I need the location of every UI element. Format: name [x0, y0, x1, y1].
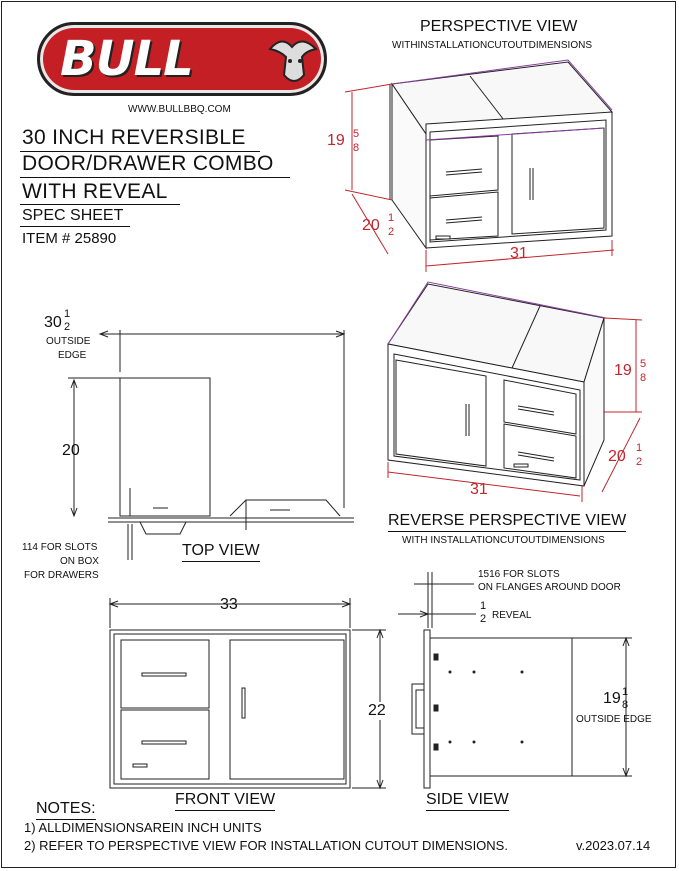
- perspective-width: 31: [510, 245, 528, 262]
- side-height-note: OUTSIDE EDGE: [576, 714, 652, 725]
- perspective-height-den: 8: [353, 142, 360, 154]
- side-height-whole: 19: [603, 690, 621, 707]
- spec-sheet-label: SPEC SHEET: [22, 207, 124, 224]
- perspective-view-sublabel: WITHINSTALLATIONCUTOUTDIMENSIONS: [392, 40, 593, 51]
- side-reveal-num: 1: [480, 600, 487, 612]
- reverse-height-den: 8: [640, 372, 647, 384]
- top-width-note-2: EDGE: [58, 350, 87, 361]
- front-view-drawing: [110, 630, 350, 788]
- top-width-whole: 30: [44, 314, 62, 331]
- title-line-1: 30 INCH REVERSIBLE: [22, 126, 246, 149]
- side-reveal-den: 2: [480, 613, 487, 625]
- perspective-height-num: 5: [353, 128, 360, 140]
- top-width-den: 2: [64, 321, 71, 333]
- reverse-depth-num: 1: [636, 442, 643, 454]
- side-view-drawing: [412, 630, 572, 788]
- reverse-depth-den: 2: [636, 456, 643, 468]
- top-view-drawing: [108, 330, 354, 534]
- side-reveal-label: REVEAL: [492, 610, 532, 621]
- version-label: v.2023.07.14: [576, 838, 651, 853]
- notes-heading: NOTES:: [36, 800, 96, 820]
- title-line-3: WITH REVEAL: [22, 180, 168, 203]
- reverse-perspective-label: REVERSE PERSPECTIVE VIEW: [388, 512, 626, 532]
- perspective-depth-num: 1: [388, 212, 395, 224]
- perspective-depth-den: 2: [388, 226, 395, 238]
- logo-text: BULL: [60, 31, 193, 87]
- top-slots-note-3: FOR DRAWERS: [24, 570, 99, 581]
- perspective-depth-whole: 20: [362, 217, 380, 234]
- reverse-perspective-sublabel: WITH INSTALLATIONCUTOUTDIMENSIONS: [402, 535, 605, 546]
- top-width-num: 1: [64, 308, 71, 320]
- side-slots-note-1: 1516 FOR SLOTS: [478, 569, 560, 580]
- front-height: 22: [368, 702, 386, 719]
- top-slots-note-1: 114 FOR SLOTS: [22, 542, 98, 553]
- reverse-height-whole: 19: [614, 362, 632, 379]
- reverse-width: 31: [470, 481, 488, 498]
- note-2: 2) REFER TO PERSPECTIVE VIEW FOR INSTALLATION CUTOUT DIMENSIONS.: [24, 838, 508, 853]
- top-slots-note-2: ON BOX: [60, 556, 99, 567]
- side-slots-note-2: ON FLANGES AROUND DOOR: [478, 582, 621, 593]
- side-view-dimensions: [398, 572, 632, 776]
- perspective-view-label: PERSPECTIVE VIEW: [420, 18, 578, 35]
- title-line-2: DOOR/DRAWER COMBO: [22, 152, 274, 175]
- perspective-height-whole: 19: [327, 132, 345, 149]
- top-width-note-1: OUTSIDE: [46, 336, 91, 347]
- front-view-dimensions: [110, 598, 386, 788]
- reverse-depth-whole: 20: [608, 448, 626, 465]
- website-url[interactable]: WWW.BULLBBQ.COM: [128, 104, 231, 115]
- front-width: 33: [220, 596, 238, 613]
- reverse-perspective-drawing: [388, 284, 604, 486]
- top-depth: 20: [62, 442, 80, 459]
- item-number: ITEM # 25890: [22, 230, 117, 247]
- top-view-label: TOP VIEW: [182, 542, 260, 562]
- note-1: 1) ALLDIMENSIONSAREIN INCH UNITS: [24, 820, 262, 835]
- reverse-height-num: 5: [640, 358, 647, 370]
- side-view-label: SIDE VIEW: [426, 791, 509, 811]
- side-height-den: 8: [622, 699, 629, 711]
- side-height-num: 1: [622, 686, 629, 698]
- perspective-drawing: [390, 62, 612, 248]
- front-view-label: FRONT VIEW: [175, 791, 275, 811]
